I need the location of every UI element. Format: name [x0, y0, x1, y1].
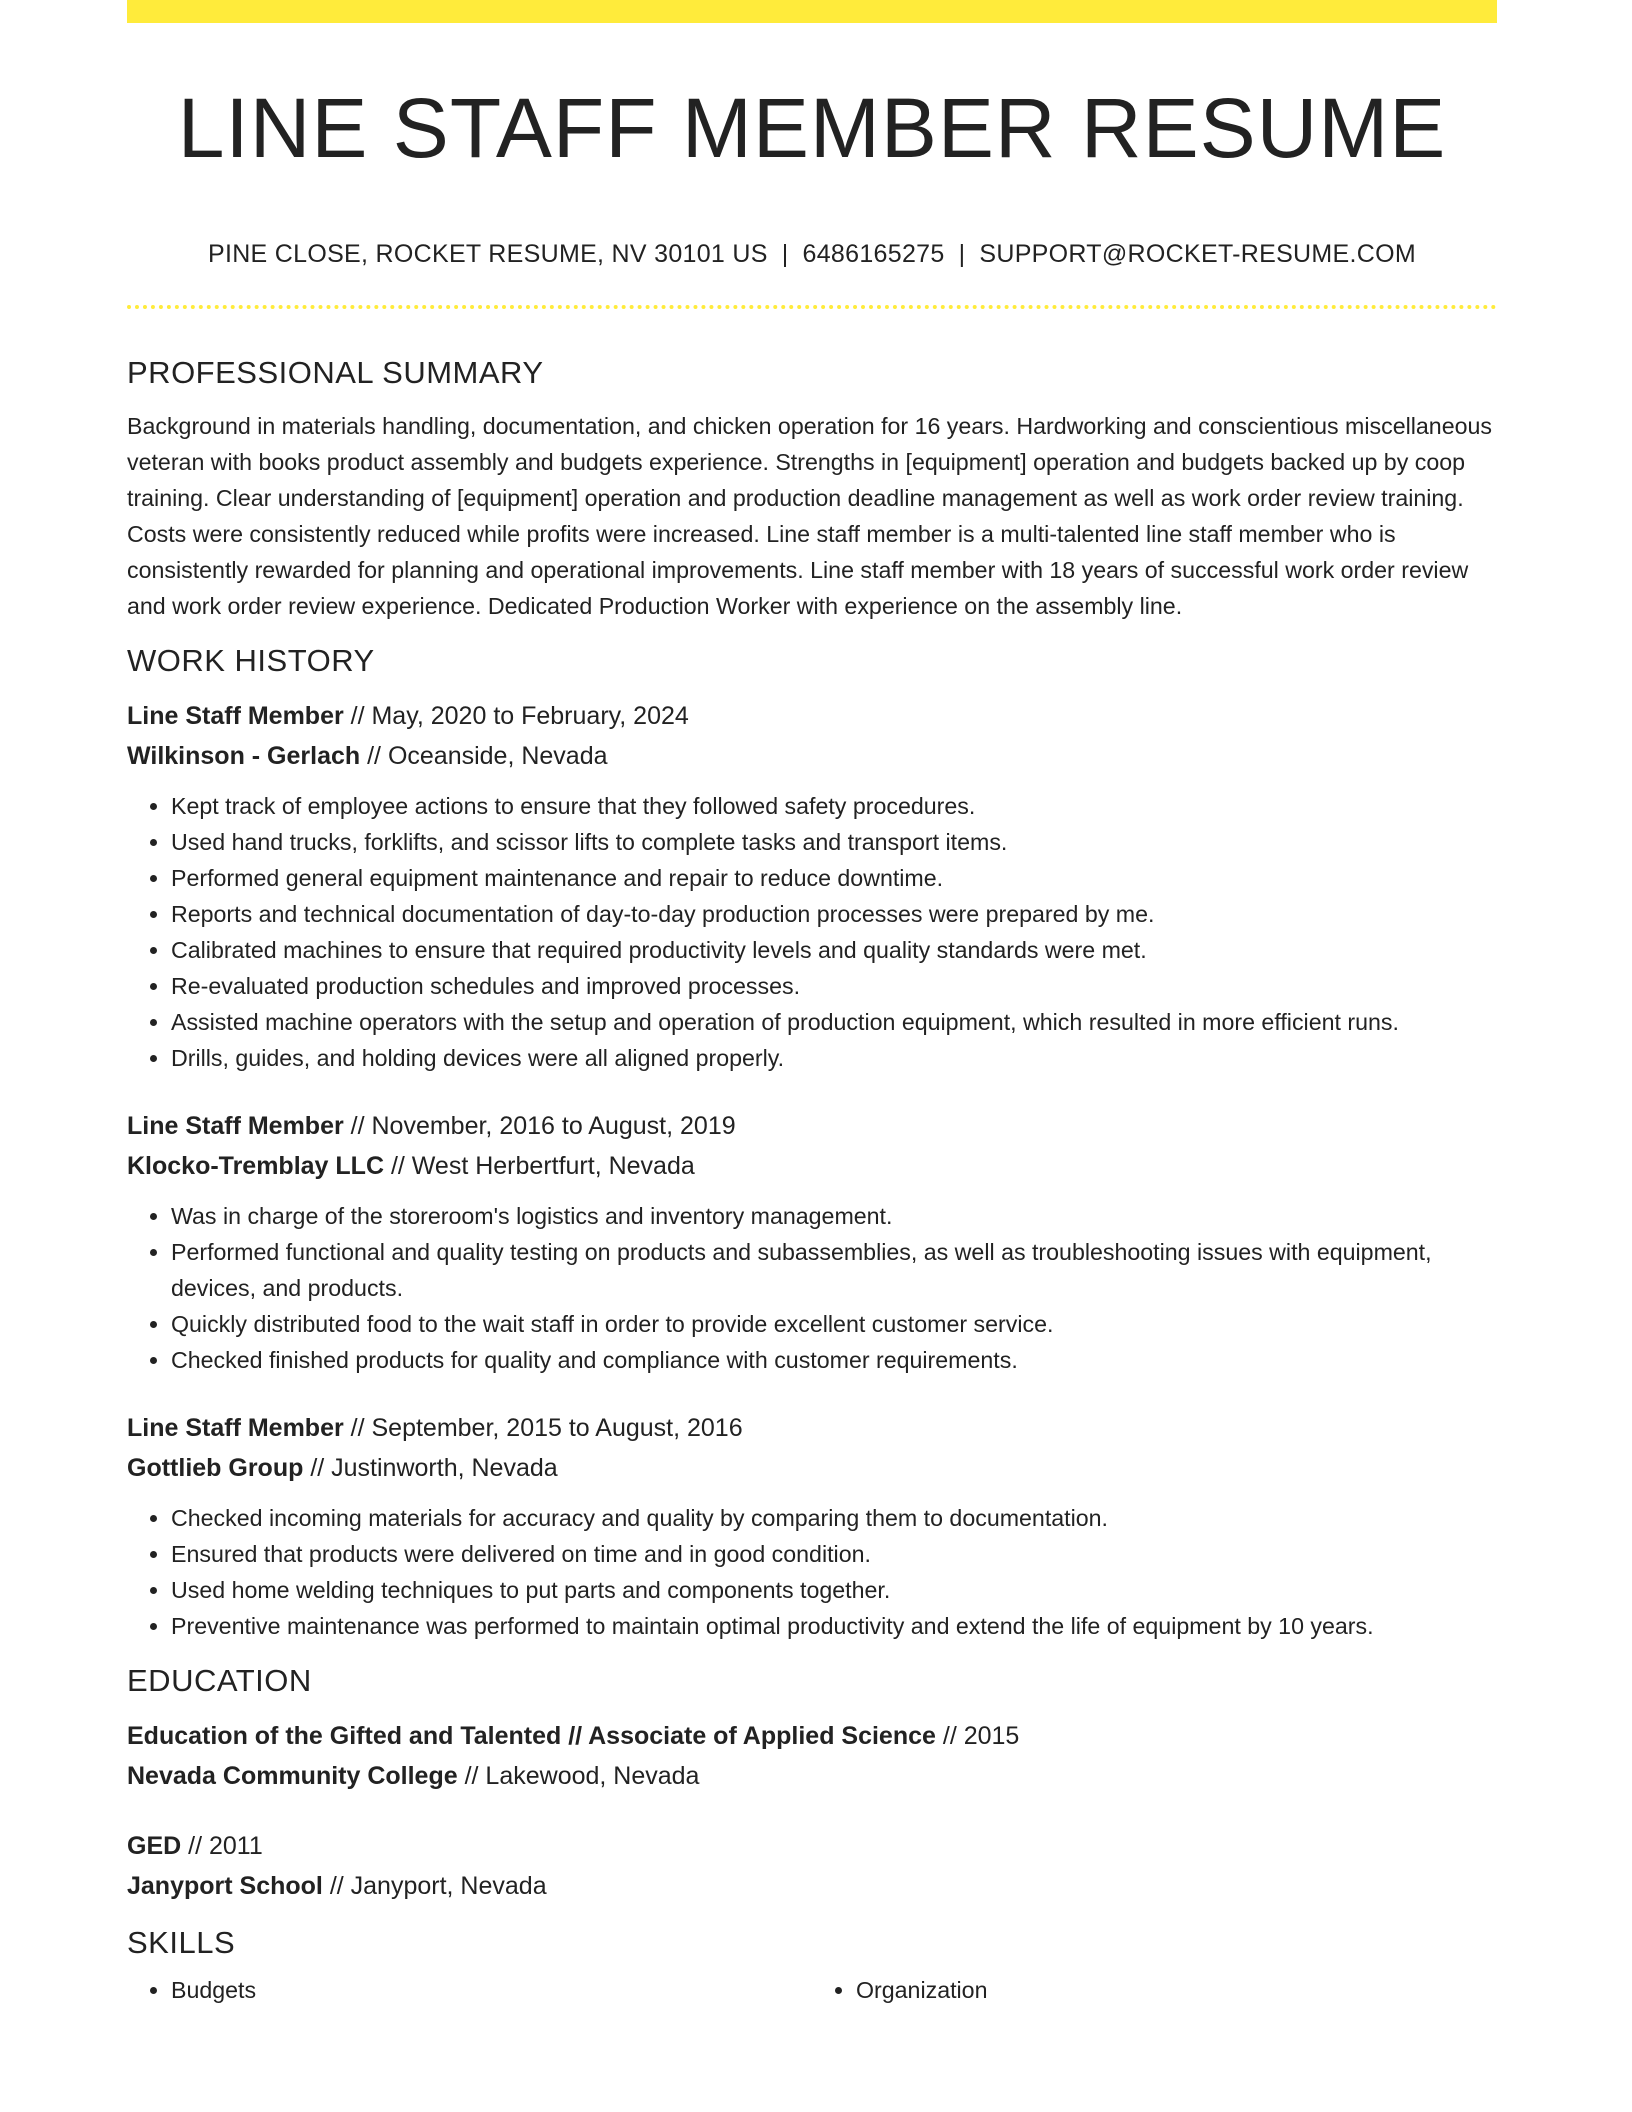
skills-column-right: [812, 1972, 1497, 2008]
job-entry: [127, 1106, 1497, 1378]
top-accent-bar: [127, 0, 1497, 23]
duty-item: • Re-evaluated production schedules and improved processes.: [171, 968, 1497, 1004]
degree-line: [127, 1716, 1497, 1756]
job-title-line: [127, 1408, 1497, 1448]
job-company-line: [127, 1146, 1497, 1186]
degree-name: GED: [127, 1832, 182, 1860]
degree-year: // 2011: [181, 1832, 263, 1860]
job-dates: // November, 2016 to August, 2019: [343, 1112, 736, 1140]
degree-year: // 2015: [935, 1722, 1020, 1750]
job-title-line: [127, 1106, 1497, 1146]
summary-section: [127, 350, 1497, 624]
job-company: Wilkinson - Gerlach: [127, 742, 361, 770]
job-title: Line Staff Member: [127, 1112, 344, 1140]
contact-address: PINE CLOSE, ROCKET RESUME, NV 30101 US: [207, 240, 768, 268]
duty-item: • Reports and technical documentation of day-to-day production processes were prepared by me.: [171, 896, 1497, 932]
contact-separator: |: [958, 240, 966, 268]
contact-line: [127, 236, 1497, 272]
duty-item: • Assisted machine operators with the setup and operation of production equipment, which resulted in more efficient runs.: [171, 1004, 1497, 1040]
duty-item: • Performed general equipment maintenance and repair to reduce downtime.: [171, 860, 1497, 896]
duty-item: • Checked incoming materials for accuracy and quality by comparing them to documentation.: [171, 1500, 1497, 1536]
dotted-divider: [127, 305, 1497, 309]
duty-item: • Calibrated machines to ensure that required productivity levels and quality standards were met.: [171, 932, 1497, 968]
work-history-heading: WORK HISTORY: [127, 643, 375, 678]
work-history-section: [127, 638, 1497, 1644]
job-title-line: [127, 696, 1497, 736]
job-duties: [127, 1500, 1497, 1644]
job-location: // West Herbertfurt, Nevada: [384, 1152, 695, 1180]
job-company: Gottlieb Group: [127, 1454, 304, 1482]
duty-item: • Preventive maintenance was performed to maintain optimal productivity and extend the life of equipment by 10 years.: [171, 1608, 1497, 1644]
job-duties: [127, 1198, 1497, 1378]
resume-title: LINE STAFF MEMBER RESUME: [177, 81, 1447, 175]
resume-body: [127, 350, 1497, 2008]
duty-item: • Kept track of employee actions to ensure that they followed safety procedures.: [171, 788, 1497, 824]
job-duties: [127, 788, 1497, 1076]
school-location: // Lakewood, Nevada: [457, 1762, 700, 1790]
job-company-line: [127, 1448, 1497, 1488]
school-location: // Janyport, Nevada: [322, 1872, 547, 1900]
job-title: Line Staff Member: [127, 1414, 344, 1442]
job-entry: [127, 1408, 1497, 1644]
education-section: [127, 1658, 1497, 1906]
contact-email: SUPPORT@ROCKET-RESUME.COM: [979, 240, 1416, 268]
duty-item: • Used hand trucks, forklifts, and scissor lifts to complete tasks and transport items.: [171, 824, 1497, 860]
duty-item: • Drills, guides, and holding devices were all aligned properly.: [171, 1040, 1497, 1076]
contact-phone: 6486165275: [802, 240, 945, 268]
job-location: // Oceanside, Nevada: [360, 742, 608, 770]
school-name: Janyport School: [127, 1872, 323, 1900]
duty-item: • Performed functional and quality testing on products and subassemblies, as well as troubleshooting issues with equipment, devices, and products.: [171, 1234, 1497, 1306]
skills-column-left: [127, 1972, 812, 2008]
education-entry: [127, 1826, 1497, 1906]
duty-item: • Checked finished products for quality and compliance with customer requirements.: [171, 1342, 1497, 1378]
education-entry: [127, 1716, 1497, 1796]
summary-text: Background in materials handling, documentation, and chicken operation for 16 years. Hardworking and conscientious miscellaneous veteran with books product assembly and budgets experience. Strengths in [equipment] operation and budgets backed up by coop training. Clear understanding of [equipment] operation and production deadline management as well as work order review training. Costs were consistently reduced while profits were increased. Line staff member is a multi-talented line staff member who is consistently rewarded for planning and operational improvements. Line staff member with 18 years of successful work order review and work order review experience. Dedicated Production Worker with experience on the assembly line.: [127, 413, 1492, 619]
school-line: [127, 1866, 1497, 1906]
job-dates: // September, 2015 to August, 2016: [343, 1414, 743, 1442]
job-company-line: [127, 736, 1497, 776]
skill-item: • Budgets: [171, 1972, 812, 2008]
job-company: Klocko-Tremblay LLC: [127, 1152, 384, 1180]
school-line: [127, 1756, 1497, 1796]
school-name: Nevada Community College: [127, 1762, 458, 1790]
job-location: // Justinworth, Nevada: [303, 1454, 558, 1482]
skill-item: • Organization: [856, 1972, 1497, 2008]
job-dates: // May, 2020 to February, 2024: [343, 702, 689, 730]
summary-heading: PROFESSIONAL SUMMARY: [127, 355, 544, 390]
duty-item: • Used home welding techniques to put parts and components together.: [171, 1572, 1497, 1608]
job-title: Line Staff Member: [127, 702, 344, 730]
skills-columns: [127, 1972, 1497, 2008]
duty-item: • Was in charge of the storeroom's logistics and inventory management.: [171, 1198, 1497, 1234]
degree-name: Education of the Gifted and Talented // Associate of Applied Science: [127, 1722, 936, 1750]
contact-separator: |: [781, 240, 789, 268]
duty-item: • Quickly distributed food to the wait staff in order to provide excellent customer service.: [171, 1306, 1497, 1342]
duty-item: • Ensured that products were delivered on time and in good condition.: [171, 1536, 1497, 1572]
job-entry: [127, 696, 1497, 1076]
skills-heading: SKILLS: [127, 1925, 236, 1960]
skills-section: [127, 1920, 1497, 2008]
education-heading: EDUCATION: [127, 1663, 312, 1698]
degree-line: [127, 1826, 1497, 1866]
